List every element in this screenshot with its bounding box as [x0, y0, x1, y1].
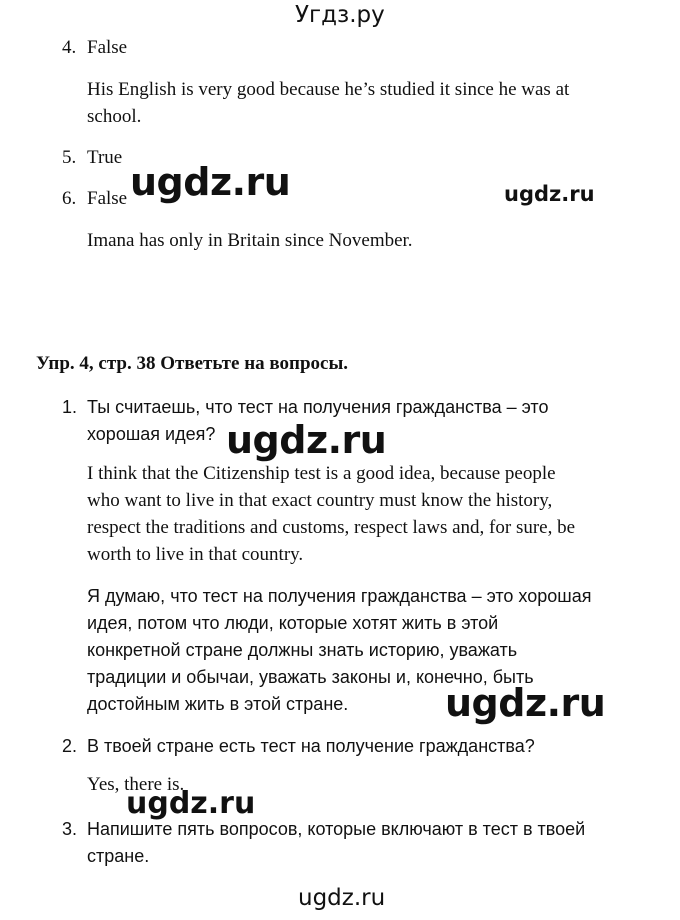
answer-en-line: who want to live in that exact country must know the history, [87, 490, 553, 511]
question-line: хорошая идея? [87, 424, 216, 444]
answer-ru-line: традиции и обычаи, уважать законы и, конечно, быть [87, 667, 534, 687]
answer-ru-line: идея, потом что люди, которые хотят жить в этой [87, 613, 499, 633]
answer-ru-line: Я думаю, что тест на получения гражданства – это хорошая [87, 586, 592, 606]
answer-en-line: worth to live in that country. [87, 544, 304, 565]
answer-en-line: respect the traditions and customs, respect laws and, for sure, be [87, 517, 576, 538]
question-line: стране. [87, 846, 150, 866]
item-number: 6. [62, 188, 77, 209]
answer-ru-line: конкретной стране должны знать историю, уважать [87, 640, 518, 660]
question-line: Ты считаешь, что тест на получения гражданства – это [87, 397, 549, 417]
item-explanation-line: His English is very good because he’s studied it since he was at [87, 79, 570, 100]
watermark: ugdz.ru [130, 160, 291, 204]
watermark: ugdz.ru [126, 786, 256, 821]
question-line: Напишите пять вопросов, которые включают в тест в твоей [87, 819, 586, 839]
item-explanation-line: school. [87, 106, 142, 127]
section-heading: Упр. 4, стр. 38 Ответьте на вопросы. [36, 353, 349, 374]
item-number: 5. [62, 147, 77, 168]
item-answer: False [87, 37, 128, 58]
item-answer: False [87, 188, 128, 209]
question-line: В твоей стране есть тест на получение гражданства? [87, 736, 535, 756]
watermark: ugdz.ru [445, 681, 606, 725]
question-number: 1. [62, 397, 78, 417]
item-explanation-line: Imana has only in Britain since November. [87, 230, 413, 251]
answer-en-line: Yes, there is. [87, 774, 185, 795]
answer-en-line: I think that the Citizenship test is a good idea, because people [87, 463, 556, 484]
question-number: 3. [62, 819, 78, 839]
item-number: 4. [62, 37, 77, 58]
answer-ru-line: достойным жить в этой стране. [87, 694, 349, 714]
watermark: ugdz.ru [504, 182, 595, 206]
watermark: ugdz.ru [226, 418, 387, 462]
site-header: Угдз.ру [295, 2, 385, 28]
item-answer: True [87, 147, 123, 168]
question-number: 2. [62, 736, 78, 756]
footer-watermark: ugdz.ru [298, 885, 386, 911]
